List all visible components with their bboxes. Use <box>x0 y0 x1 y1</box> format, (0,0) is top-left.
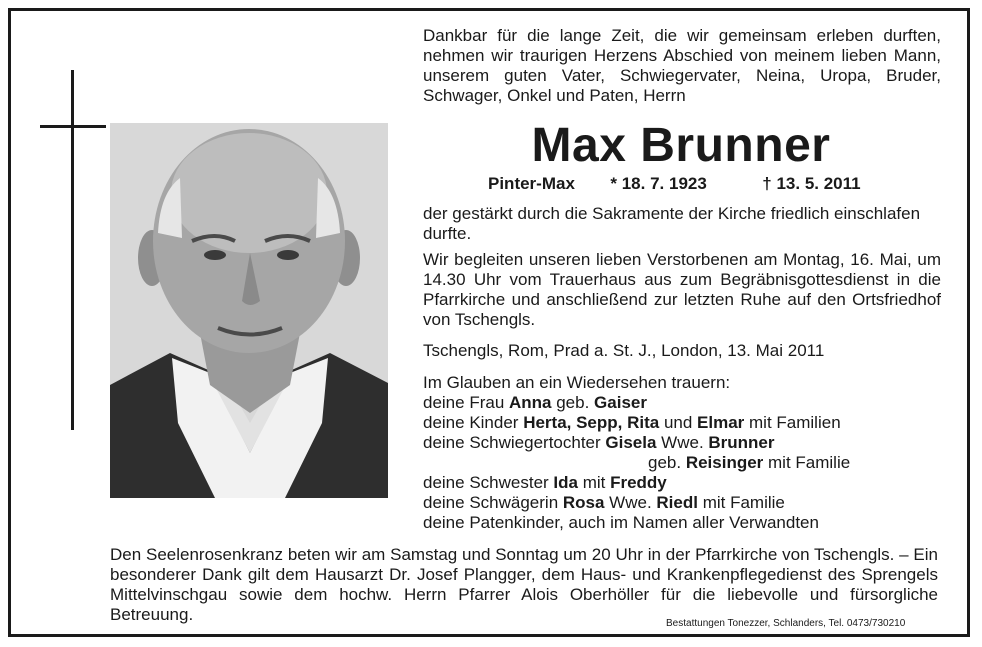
mourner-line: deine Patenkinder, auch im Namen aller Verwandten <box>423 513 819 532</box>
cross-vertical-bar <box>71 70 74 430</box>
sacrament-paragraph: der gestärkt durch die Sakramente der Kirche friedlich einschlafen durfte. <box>423 204 921 243</box>
death-date: † 13. 5. 2011 <box>762 174 861 193</box>
portrait-photo <box>110 123 388 498</box>
mourner-line: geb. Reisinger mit Familie <box>648 453 851 472</box>
life-dates <box>488 174 861 194</box>
funeral-home-credit: Bestattungen Tonezzer, Schlanders, Tel. 0473/730210 <box>666 618 906 629</box>
place-date-line: Tschengls, Rom, Prad a. St. J., London, 13. Mai 2011 <box>423 341 825 360</box>
mourners-list <box>423 373 941 533</box>
mourner-line: deine Kinder Herta, Sepp, Rita und Elmar mit Familien <box>423 413 841 432</box>
rosary-paragraph: Den Seelenrosenkranz beten wir am Samstag und Sonntag um 20 Uhr in der Pfarrkirche von Tschengls. – Ein besonderer Dank gilt dem Hausarzt Dr. Josef Plangger, dem Haus- und Krankenpflegedienst des Sprengels Mittelvinschgau sowie dem hochw. Herrn Pfarrer Alois Oberhöller für die liebevolle und fürsorgliche Betreuung. <box>110 545 938 624</box>
mourners-heading: Im Glauben an ein Wiedersehen trauern: <box>423 373 731 392</box>
cross-horizontal-bar <box>40 125 106 128</box>
intro-paragraph: Dankbar für die lange Zeit, die wir gemeinsam erleben durften, nehmen wir traurigen Herzens Abschied von meinem lieben Mann, unserem guten Vater, Schwiegervater, Neina, Uropa, Bruder, Schwager, Onkel und Paten, Herrn <box>423 26 941 105</box>
nickname: Pinter-Max <box>488 174 575 193</box>
deceased-name: Max Brunner <box>531 119 831 172</box>
birth-date: * 18. 7. 1923 <box>610 174 707 193</box>
mourner-line: deine Schwägerin Rosa Wwe. Riedl mit Familie <box>423 493 785 512</box>
mourner-line: deine Schwiegertochter Gisela Wwe. Brunner <box>423 433 775 452</box>
mourner-line: deine Frau Anna geb. Gaiser <box>423 393 647 412</box>
funeral-paragraph: Wir begleiten unseren lieben Verstorbenen am Montag, 16. Mai, um 14.30 Uhr vom Trauerhaus aus zum Begräbnisgottesdienst in die Pfarrkirche und anschließend zur letzten Ruhe auf den Ortsfriedhof von Tschengls. <box>423 250 941 329</box>
mourner-line: deine Schwester Ida mit Freddy <box>423 473 667 492</box>
